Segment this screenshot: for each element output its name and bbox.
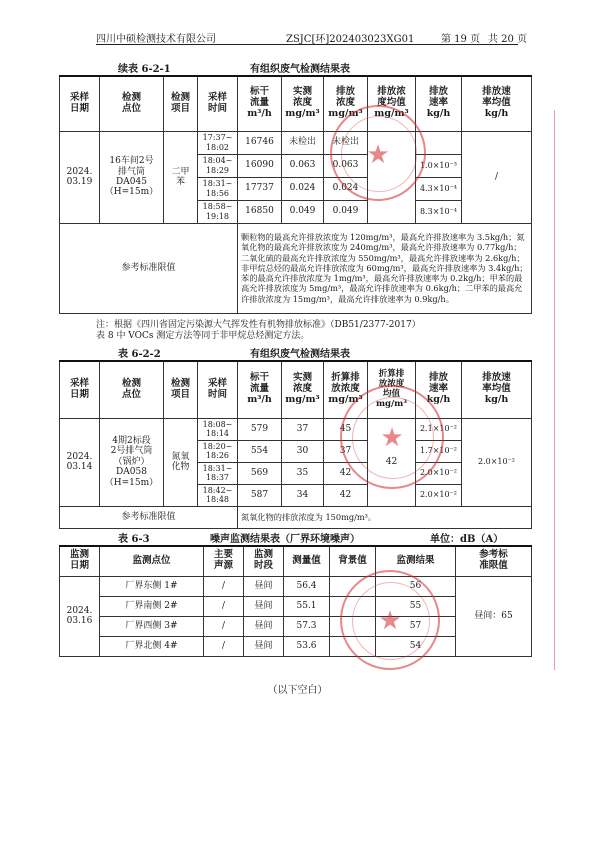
noise-source: / — [204, 596, 244, 616]
noise-source: / — [204, 636, 244, 656]
col-header: 监测点位 — [100, 546, 204, 576]
monitor-point: 厂界东侧 1# — [100, 576, 204, 596]
emission-rate: 2.0×10⁻² — [416, 462, 462, 484]
col-header: 监测结果 — [376, 546, 456, 576]
standard-row — [60, 506, 532, 528]
monitor-period: 昼间 — [244, 636, 284, 656]
converted-conc-mean: 42 — [368, 418, 416, 506]
col-header: 排放 浓度 mg/m³ — [324, 76, 368, 131]
monitor-date: 2024. 03.16 — [60, 576, 100, 656]
sample-time: 18:42~ 18:48 — [198, 484, 238, 506]
flow-value: 16746 — [238, 131, 282, 154]
emission-rate: 8.3×10⁻⁴ — [416, 200, 462, 223]
emission-conc: 0.024 — [324, 177, 368, 200]
measured-value: 57.3 — [284, 616, 330, 636]
col-header: 排放 速率 kg/h — [416, 361, 462, 418]
emission-conc: 未检出 — [324, 131, 368, 154]
standard-text: 颗粒物的最高允许排放浓度为 120mg/m³，最高允许排放速率为 3.5kg/h；氮氧化物的最高允许排放浓度为 240mg/m³，最高允许排放速率为 0.77kg/h；二氧化硫的最高允许排放浓度为 550mg/m³，最高允许排放速率为 2.6kg/h；非甲烷总烃的最高允许排放浓度为 60mg/m³，最高允许排放速率为 3.4kg/h；苯的最高允许排放浓度为 1mg/m³，最高允许排放速率为 0.2kg/h；甲苯的最高允许排放浓度为 5mg/m³，最高允许排放速率为 0.6kg/h；二甲苯的最高允许排放浓度为 15mg/m³，最高允许排放速率为 0.9kg/h。 — [238, 223, 532, 313]
flow-value: 16850 — [238, 200, 282, 223]
col-header: 检测 项目 — [164, 76, 198, 131]
col-header: 采样 时间 — [198, 361, 238, 418]
table1-note: 注：根据《四川省固定污染源大气挥发性有机物排放标准》（DB51/2377-2017） 表 8 中 VOCs 测定方法等同于非甲烷总烃测定方法。 — [96, 320, 421, 341]
table3-unit: 单位：dB（A） — [430, 534, 504, 545]
emission-rate-mean: 2.0×10⁻² — [462, 418, 532, 506]
flow-value: 579 — [238, 418, 282, 440]
col-header: 测量值 — [284, 546, 330, 576]
standard-text: 氮氧化物的排放浓度为 150mg/m³。 — [238, 506, 532, 528]
measured-conc: 0.063 — [282, 154, 324, 177]
measured-conc: 37 — [282, 418, 324, 440]
inspection-stamp-icon: ★ — [340, 385, 444, 489]
test-item: 二甲 苯 — [164, 131, 198, 223]
flow-value: 587 — [238, 484, 282, 506]
monitor-period: 昼间 — [244, 596, 284, 616]
table3-number: 表 6-3 — [118, 534, 150, 545]
table1-number: 续表 6-2-1 — [118, 64, 171, 75]
company-name: 四川中硕检测技术有限公司 — [96, 34, 216, 45]
emission-rate: 1.7×10⁻² — [416, 440, 462, 462]
col-header: 参考标 准限值 — [456, 546, 532, 576]
emission-rate: 4.3×10⁻⁴ — [416, 177, 462, 200]
col-header: 采样 时间 — [198, 76, 238, 131]
measured-conc: 0.024 — [282, 177, 324, 200]
flow-value: 16090 — [238, 154, 282, 177]
col-header: 排放 速率 kg/h — [416, 76, 462, 131]
inspection-stamp-icon: ★ — [330, 105, 426, 201]
emission-rate-mean: / — [462, 131, 532, 223]
sample-time: 18:58~ 19:18 — [198, 200, 238, 223]
table2-title: 有组织废气检测结果表 — [250, 349, 350, 360]
col-header: 检测 点位 — [100, 76, 164, 131]
table-row — [60, 576, 532, 596]
noise-source: / — [204, 616, 244, 636]
emission-rate: 2.1×10⁻² — [416, 418, 462, 440]
noise-limit: 昼间：65 — [456, 576, 532, 656]
col-header: 监测 时段 — [244, 546, 284, 576]
monitor-point: 厂界北侧 4# — [100, 636, 204, 656]
converted-conc: 42 — [324, 462, 368, 484]
col-header: 实测 浓度 mg/m³ — [282, 361, 324, 418]
measured-conc: 0.049 — [282, 200, 324, 223]
emission-rate: 2.0×10⁻² — [416, 484, 462, 506]
page-number: 第 19 页 — [441, 34, 481, 45]
end-of-content: （以下空白） — [267, 685, 328, 696]
converted-conc: 45 — [324, 418, 368, 440]
flow-value: 569 — [238, 462, 282, 484]
sample-time: 18:08~ 18:14 — [198, 418, 238, 440]
standard-label: 参考标准限值 — [60, 223, 238, 313]
col-header: 排放速 率均值 kg/h — [462, 76, 532, 131]
measured-value: 53.6 — [284, 636, 330, 656]
col-header: 标干 流量 m³/h — [238, 361, 282, 418]
standard-row — [60, 223, 532, 313]
col-header: 实测 浓度 mg/m³ — [282, 76, 324, 131]
monitor-result: 56 — [376, 576, 456, 596]
seam-stamp-icon — [554, 110, 569, 670]
emission-rate: 1.0×10⁻³ — [416, 154, 462, 177]
table-row — [60, 131, 532, 154]
measured-value: 55.1 — [284, 596, 330, 616]
monitor-result: 57 — [376, 616, 456, 636]
flow-value: 17737 — [238, 177, 282, 200]
sample-time: 17:37~ 18:02 — [198, 131, 238, 154]
measured-conc: 34 — [282, 484, 324, 506]
table-row — [60, 418, 532, 440]
sample-time: 18:20~ 18:26 — [198, 440, 238, 462]
converted-conc: 42 — [324, 484, 368, 506]
converted-conc: 37 — [324, 440, 368, 462]
sample-point: 16车间2号 排气筒 DA045 （H=15m） — [100, 131, 164, 223]
table1 — [59, 75, 532, 314]
sample-date: 2024. 03.14 — [60, 418, 100, 506]
col-header: 检测 项目 — [164, 361, 198, 418]
table3-title: 噪声监测结果表（厂界环境噪声） — [210, 534, 360, 545]
sample-date: 2024. 03.19 — [60, 131, 100, 223]
sample-time: 18:31~ 18:56 — [198, 177, 238, 200]
monitor-period: 昼间 — [244, 616, 284, 636]
sample-time: 18:04~ 18:29 — [198, 154, 238, 177]
col-header: 标干 流量 m³/h — [238, 76, 282, 131]
measured-conc: 未检出 — [282, 131, 324, 154]
inspection-stamp-icon: ★ — [340, 570, 440, 670]
flow-value: 554 — [238, 440, 282, 462]
col-header: 背景值 — [330, 546, 376, 576]
col-header: 折算排 放浓度 mg/m³ — [324, 361, 368, 418]
col-header: 排放浓 度均值 mg/m³ — [368, 76, 416, 131]
emission-conc: 0.049 — [324, 200, 368, 223]
table2-header-row — [60, 361, 532, 418]
page-header — [96, 30, 528, 45]
monitor-point: 厂界南侧 2# — [100, 596, 204, 616]
table2 — [59, 360, 532, 529]
table3 — [59, 545, 532, 657]
emission-conc: 0.063 — [324, 154, 368, 177]
col-header: 检测 点位 — [100, 361, 164, 418]
sample-time: 18:31~ 18:37 — [198, 462, 238, 484]
monitor-period: 昼间 — [244, 576, 284, 596]
col-header: 折算排 放浓度 均值 mg/m³ — [368, 361, 416, 418]
measured-conc: 30 — [282, 440, 324, 462]
col-header: 采样 日期 — [60, 76, 100, 131]
sample-point: 4期2标段 2号排气筒 （锅炉） DA058 （H=15m） — [100, 418, 164, 506]
standard-label: 参考标准限值 — [60, 506, 238, 528]
monitor-point: 厂界西侧 3# — [100, 616, 204, 636]
table2-number: 表 6-2-2 — [118, 349, 161, 360]
noise-source: / — [204, 576, 244, 596]
table1-title: 有组织废气检测结果表 — [250, 64, 350, 75]
test-item: 氮氧 化物 — [164, 418, 198, 506]
measured-value: 56.4 — [284, 576, 330, 596]
measured-conc: 35 — [282, 462, 324, 484]
monitor-result: 55 — [376, 596, 456, 616]
monitor-result: 54 — [376, 636, 456, 656]
col-header: 排放速 率均值 kg/h — [462, 361, 532, 418]
page-total: 共 20 页 — [488, 34, 528, 45]
report-number: ZSJC[环]202403023XG01 — [286, 34, 415, 45]
col-header: 监测 日期 — [60, 546, 100, 576]
table1-header-row — [60, 76, 532, 131]
table3-header-row — [60, 546, 532, 576]
col-header: 采样 日期 — [60, 361, 100, 418]
col-header: 主要 声源 — [204, 546, 244, 576]
